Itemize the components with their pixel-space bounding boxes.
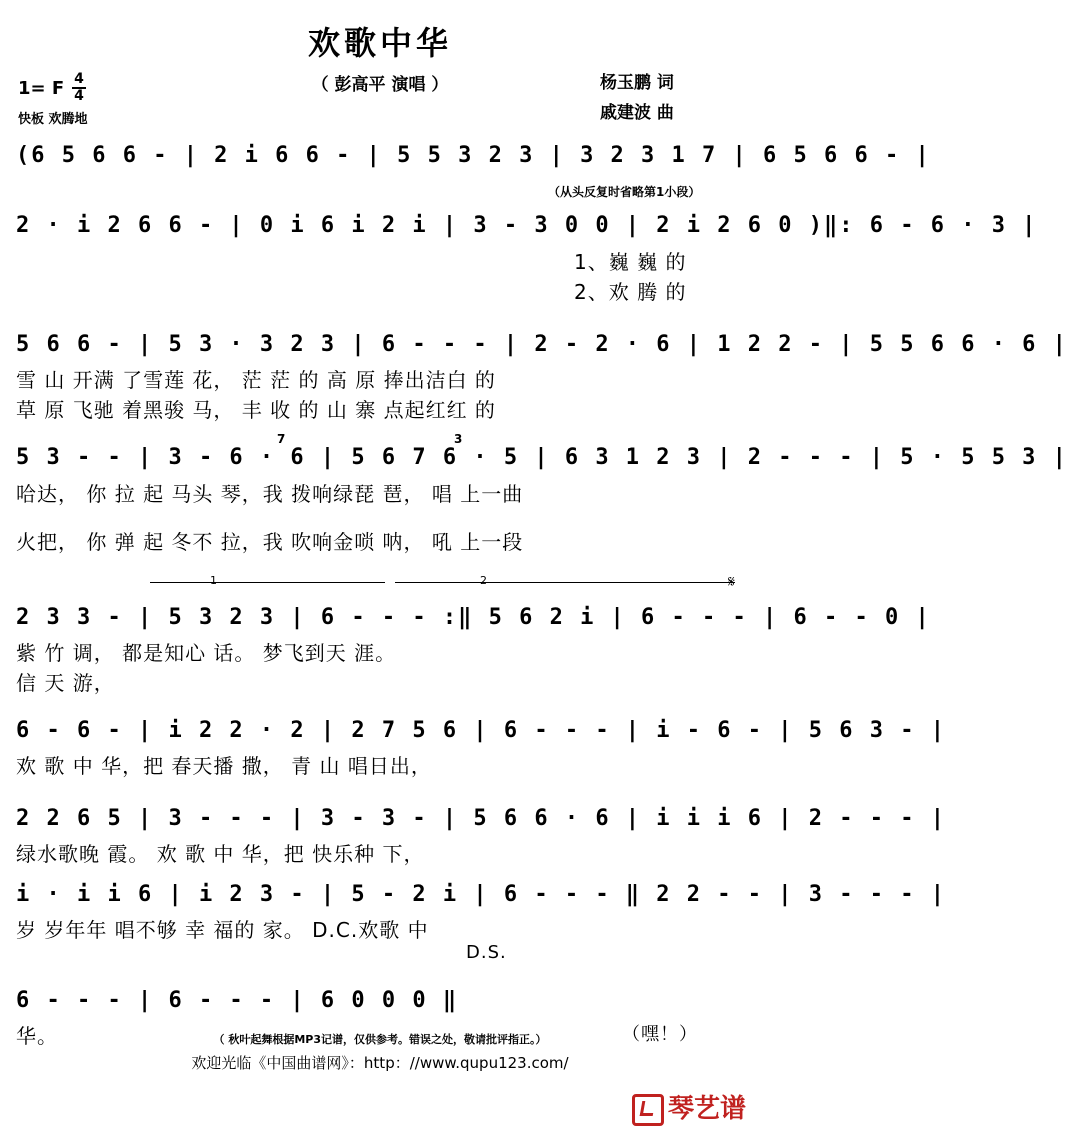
score-row-2-notes: 2 · i 2 6 6 - | 0 i 6 i 2 i | 3 - 3 0 0 | 2 i 2 6 0 )‖: 6 - 6 · 3 | — [16, 213, 1038, 238]
score-row-8-lyric-2: D.S. — [466, 942, 507, 963]
score-row-3-lyric-1: 雪 山 开满 了雪莲 花， 茫 茫 的 高 原 捧出洁白 的 — [16, 368, 496, 392]
score-row-8-notes: i · i i 6 | i 2 3 - | 5 - 2 i | 6 - - - ‖ 2 2 - - | 3 - - - | — [16, 882, 946, 907]
score-row-2-lyric-2: 2、欢 腾 的 — [574, 280, 687, 304]
tempo-marking: 快板 欢腾地 — [18, 112, 88, 127]
score-row-4-notes: 5 3 - - | 3 - 6 · 6 | 5 6 7 6 · 5 | 6 3 1 2 3 | 2 - - - | 5 · 5 5 3 | — [16, 445, 1068, 470]
site-welcome: 欢迎光临《中国曲谱网》：http：//www.qupu123.com/ — [191, 1054, 569, 1072]
exclamation: （嘿！） — [622, 1024, 698, 1045]
score-row-7-lyric-1: 绿水歌晚 霞。 欢 歌 中 华，把 快乐种 下， — [16, 842, 425, 866]
volta-1: 1 — [210, 574, 217, 587]
score-row-4-mark-1: 7 — [277, 432, 286, 446]
score-row-5-lyric-2: 信 天 游， — [16, 671, 115, 695]
score-row-1-notes: (6 5 6 6 - | 2 i 6 6 - | 5 5 3 2 3 | 3 2 3 1 7 | 6 5 6 6 - | — [16, 143, 931, 168]
page-title: 欢歌中华 — [307, 24, 452, 62]
score-row-3-lyric-2: 草 原 飞驰 着黑骏 马， 丰 收 的 山 寨 点起红红 的 — [16, 398, 496, 422]
brand-logo-icon — [632, 1094, 664, 1126]
composer-credit: 戚建波 曲 — [600, 103, 674, 123]
score-row-4-lyric-2: 火把， 你 弹 起 冬不 拉，我 吹响金唢 呐， 吼 上一段 — [16, 530, 524, 554]
score-row-6-lyric-1: 欢 歌 中 华，把 春天播 撒， 青 山 唱日出， — [16, 754, 432, 778]
time-signature-top: 4 — [74, 71, 84, 87]
time-signature-bottom: 4 — [74, 88, 84, 104]
key-signature: 1= F — [18, 78, 65, 99]
score-row-9-notes: 6 - - - | 6 - - - | 6 0 0 0 ‖ — [16, 988, 459, 1013]
score-row-3-notes: 5 6 6 - | 5 3 · 3 2 3 | 6 - - - | 2 - 2 · 6 | 1 2 2 - | 5 5 6 6 · 6 | — [16, 332, 1068, 357]
time-signature — [72, 73, 86, 103]
brand-logo — [632, 1088, 746, 1126]
score-row-7-notes: 2 2 6 5 | 3 - - - | 3 - 3 - | 5 6 6 · 6 | i i i 6 | 2 - - - | — [16, 806, 946, 831]
brand-logo-text: 琴艺谱 — [667, 1094, 746, 1124]
performer-subtitle: （ 彭高平 演唱 ） — [311, 75, 449, 95]
score-row-2-lyric-1: 1、巍 巍 的 — [574, 250, 687, 274]
lyricist-credit: 杨玉鹏 词 — [600, 73, 674, 93]
repeat-note: （从头反复时省略第1小段） — [548, 185, 701, 199]
score-row-4-lyric-1: 哈达， 你 拉 起 马头 琴，我 拨响绿琵 琶， 唱 上一曲 — [16, 482, 524, 506]
transcriber-note: （ 秋叶起舞根据MP3记谱，仅供参考。错误之处，敬请批评指正。） — [213, 1033, 547, 1046]
score-row-8-lyric-1: 岁 岁年年 唱不够 幸 福的 家。 D.C.欢歌 中 — [16, 918, 429, 942]
volta-2: 2 — [480, 574, 487, 587]
score-row-5-notes: 2 3 3 - | 5 3 2 3 | 6 - - - :‖ 5 6 2 i | 6 - - - | 6 - - 0 | — [16, 605, 931, 630]
score-row-6-notes: 6 - 6 - | i 2 2 · 2 | 2 7 5 6 | 6 - - - | i - 6 - | 5 6 3 - | — [16, 718, 946, 743]
score-row-4-mark-2: 3 — [454, 432, 463, 446]
score-row-9-lyric-1: 华。 — [16, 1024, 58, 1048]
score-row-5-lyric-1: 紫 竹 调， 都是知心 话。 梦飞到天 涯。 — [16, 641, 397, 665]
segno-sign: 𝄋 — [728, 572, 735, 591]
